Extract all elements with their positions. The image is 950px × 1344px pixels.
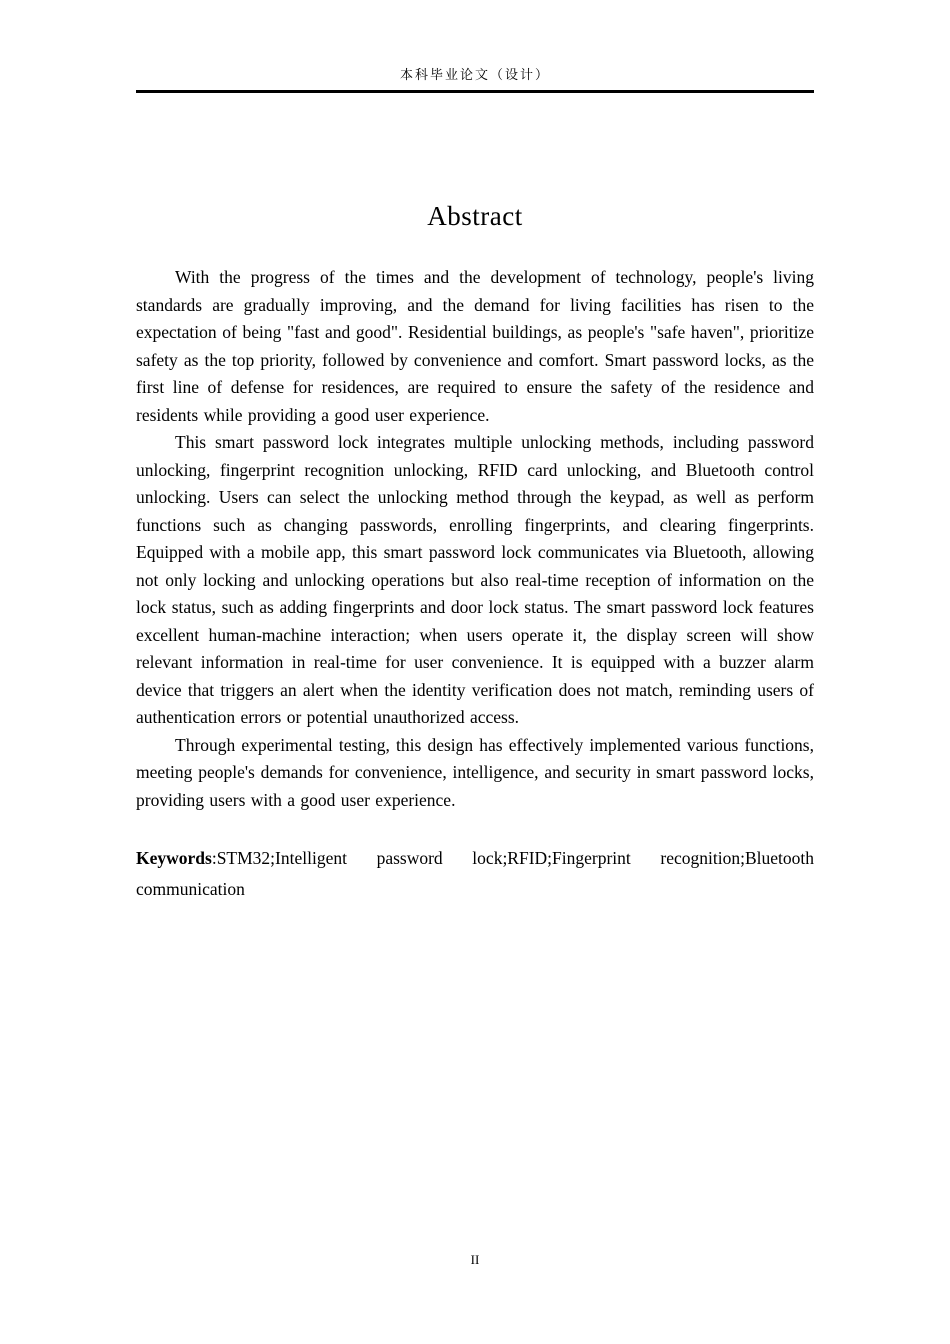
abstract-paragraph-2: This smart password lock integrates multiple unlocking methods, including password unlocking, fingerprint recognition unlocking, RFID card unlocking, and Bluetooth control unlocking. Users can select the unlocking method through the keypad, as well as perform functions such as changing passwords, enrolling fingerprints, and clearing fingerprints. Equipped with a mobile app, this smart password lock communicates via Bluetooth, allowing not only locking and unlocking operations but also real-time reception of information on the lock status, such as adding fingerprints and door lock status. The smart password lock features excellent human-machine interaction; when users operate it, the display screen will show relevant information in real-time for user convenience. It is equipped with a buzzer alarm device that triggers an alert when the identity verification does not match, reminding users of authentication errors or potential unauthorized access. bbox=[136, 432, 814, 727]
page-number: II bbox=[470, 1252, 480, 1267]
abstract-title: Abstract bbox=[427, 201, 523, 231]
page-header bbox=[136, 0, 814, 93]
keywords-line bbox=[136, 843, 814, 905]
page-footer bbox=[0, 1252, 950, 1268]
keywords-label: Keywords bbox=[136, 848, 212, 868]
abstract-section bbox=[136, 201, 814, 905]
abstract-paragraph-3: Through experimental testing, this design has effectively implemented various functions, meeting people's demands for convenience, intelligence, and security in smart password locks, providing users with a good user experience. bbox=[136, 734, 814, 810]
abstract-paragraph-1: With the progress of the times and the development of technology, people's living standards are gradually improving, and the demand for living facilities has risen to the expectation of being "fast and good". Residential buildings, as people's "safe haven", prioritize safety as the top priority, followed by convenience and comfort. Smart password locks, as the first line of defense for residences, are required to ensure the safety of the residence and residents while providing a good user experience. bbox=[136, 267, 814, 425]
keywords-text: :STM32;Intelligent password lock;RFID;Fingerprint recognition;Bluetooth communication bbox=[136, 848, 814, 899]
header-title: 本科毕业论文（设计） bbox=[399, 67, 550, 82]
